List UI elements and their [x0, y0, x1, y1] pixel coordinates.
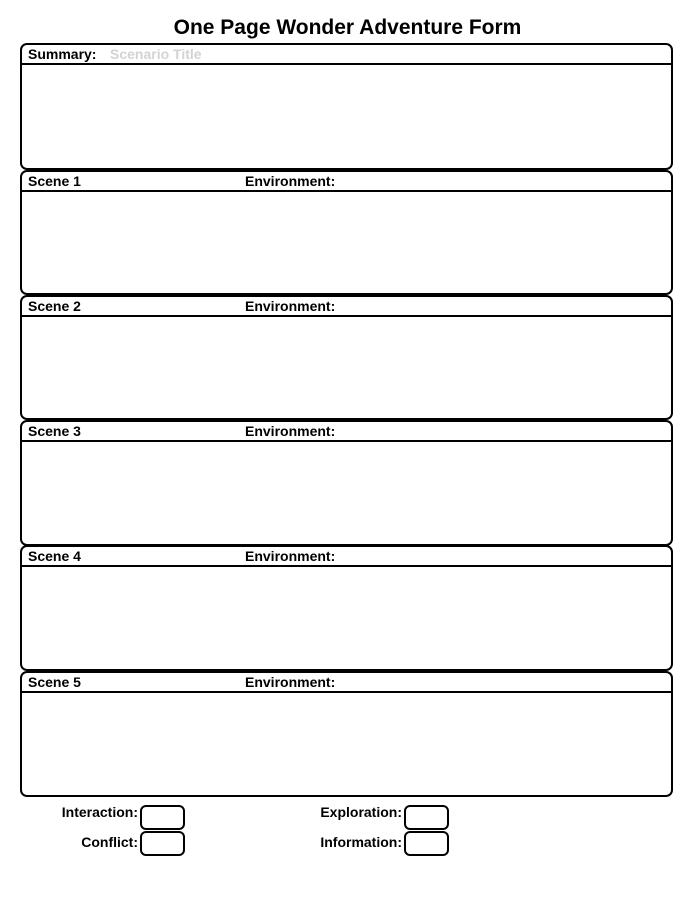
summary-label: Summary:	[28, 46, 97, 62]
interaction-label: Interaction:	[61, 804, 138, 820]
scene-4-environment-label: Environment:	[245, 548, 336, 564]
exploration-label: Exploration:	[320, 804, 402, 820]
scene-2-label: Scene 2	[28, 298, 81, 314]
scene-5-environment-label: Environment:	[245, 674, 336, 690]
scene-4-header	[22, 547, 671, 567]
conflict-label: Conflict:	[81, 834, 138, 850]
scene-1-section	[20, 170, 673, 295]
scene-3-label: Scene 3	[28, 423, 81, 439]
summary-text-area[interactable]	[22, 65, 671, 168]
scene-4-section	[20, 545, 673, 671]
scene-5-header	[22, 673, 671, 693]
scene-3-environment-label: Environment:	[245, 423, 336, 439]
scenario-title-field[interactable]: Scenario Title	[110, 46, 202, 62]
scene-5-text-area[interactable]	[22, 693, 671, 795]
summary-section	[20, 43, 673, 170]
conflict-rating-box[interactable]	[140, 831, 185, 856]
scene-3-section	[20, 420, 673, 546]
information-label: Information:	[320, 834, 402, 850]
scene-1-environment-label: Environment:	[245, 173, 336, 189]
scene-1-label: Scene 1	[28, 173, 81, 189]
information-rating-box[interactable]	[404, 831, 449, 856]
scene-2-header	[22, 297, 671, 317]
scene-2-text-area[interactable]	[22, 317, 671, 418]
summary-header	[22, 45, 671, 65]
scene-1-header	[22, 172, 671, 192]
scene-4-text-area[interactable]	[22, 567, 671, 669]
scene-2-section	[20, 295, 673, 420]
scene-4-label: Scene 4	[28, 548, 81, 564]
scene-2-environment-label: Environment:	[245, 298, 336, 314]
exploration-rating-box[interactable]	[404, 805, 449, 830]
scene-1-text-area[interactable]	[22, 192, 671, 293]
form-title: One Page Wonder Adventure Form	[173, 16, 522, 39]
scene-3-text-area[interactable]	[22, 442, 671, 544]
scene-3-header	[22, 422, 671, 442]
interaction-rating-box[interactable]	[140, 805, 185, 830]
scene-5-label: Scene 5	[28, 674, 81, 690]
scene-5-section	[20, 671, 673, 797]
